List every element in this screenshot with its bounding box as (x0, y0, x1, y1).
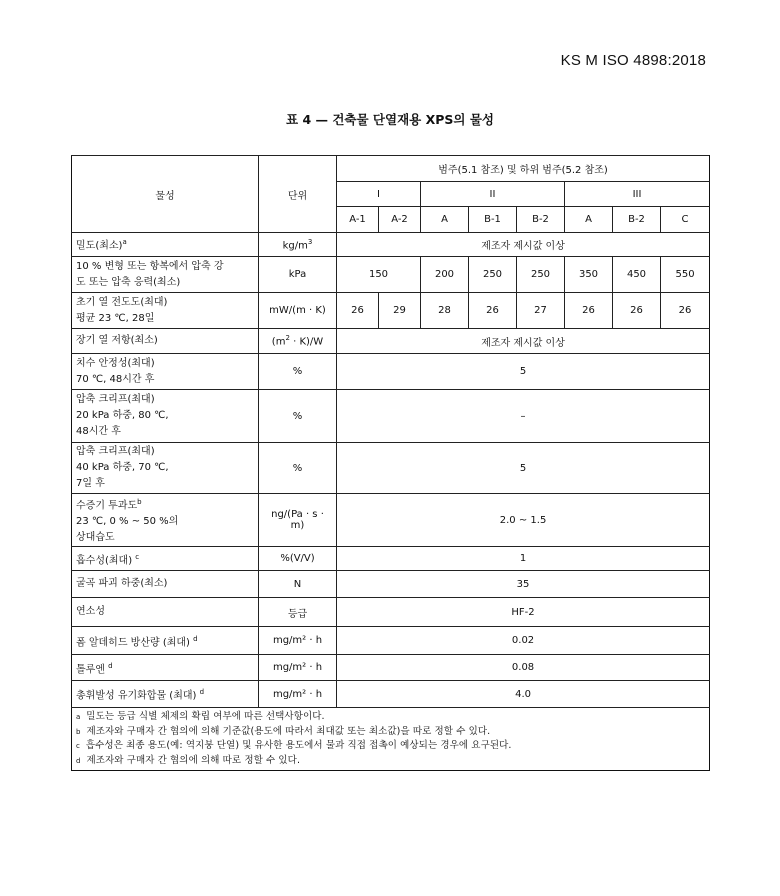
value-cell: 26 (613, 293, 661, 329)
footnotes (72, 708, 710, 771)
property-label: 수증기 투과도$^b$ 23 ℃, 0 % ~ 50 %의 상대습도 (72, 494, 259, 547)
value-cell: 29 (379, 293, 421, 329)
value-cell: 150 (337, 257, 421, 293)
property-header: 물성 (72, 156, 259, 233)
property-label: 초기 열 전도도(최대) 평균 23 ℃, 28일 (72, 293, 259, 329)
unit-cell: mg/m² · h (259, 655, 337, 681)
value-cell: HF-2 (337, 598, 710, 627)
value-cell: – (337, 390, 710, 443)
subcategory-header: A (421, 207, 469, 233)
value-cell: 200 (421, 257, 469, 293)
footnote: $^b$ 제조자와 구매자 간 협의에 의해 기준값(용도에 따라서 최대값 또는 최소값)을 따로 정할 수 있다. (76, 725, 491, 737)
value-cell: 250 (469, 257, 517, 293)
value-cell: 26 (565, 293, 613, 329)
property-label: 총휘발성 유기화합물 (최대) $^d$ (72, 681, 259, 708)
subcategory-header: B-2 (517, 207, 565, 233)
standard-code: KS M ISO 4898:2018 (560, 52, 706, 69)
value-cell: 5 (337, 443, 710, 494)
table-row (72, 598, 710, 627)
unit-cell: $(m^2 \cdot K)/W$ (259, 329, 337, 354)
unit-cell: N (259, 571, 337, 598)
unit-cell: ng/(Pa · s · m) (259, 494, 337, 547)
property-label: 10 % 변형 또는 항복에서 압축 강 도 또는 압축 응력(최소) (72, 257, 259, 293)
unit-cell: % (259, 443, 337, 494)
footnote: $^d$ 제조자와 구매자 간 협의에 의해 따로 정할 수 있다. (76, 754, 301, 766)
table-row (72, 627, 710, 655)
value-cell: 0.02 (337, 627, 710, 655)
properties-table (71, 155, 710, 771)
unit-cell: mg/m² · h (259, 627, 337, 655)
property-label: 연소성 (72, 598, 259, 627)
table-row (72, 233, 710, 257)
value-cell: 26 (469, 293, 517, 329)
value-cell: 27 (517, 293, 565, 329)
value-cell: 제조자 제시값 이상 (337, 329, 710, 354)
group-header-i: I (337, 182, 421, 207)
subcategory-header: A (565, 207, 613, 233)
value-cell: 250 (517, 257, 565, 293)
property-label: 굴곡 파괴 하중(최소) (72, 571, 259, 598)
table-row (72, 443, 710, 494)
table-row (72, 354, 710, 390)
value-cell: 제조자 제시값 이상 (337, 233, 710, 257)
value-cell: 1 (337, 547, 710, 571)
value-cell: 35 (337, 571, 710, 598)
value-cell: 0.08 (337, 655, 710, 681)
table-row (72, 547, 710, 571)
property-label: 톨루엔 $^d$ (72, 655, 259, 681)
property-label: 압축 크리프(최대) 20 kPa 하중, 80 ℃, 48시간 후 (72, 390, 259, 443)
unit-cell: 등급 (259, 598, 337, 627)
table-title: 표 4 — 건축물 단열재용 XPS의 물성 (286, 112, 494, 127)
value-cell: 4.0 (337, 681, 710, 708)
property-label: 장기 열 저항(최소) (72, 329, 259, 354)
unit-header: 단위 (259, 156, 337, 233)
value-cell: 26 (337, 293, 379, 329)
value-cell: 26 (661, 293, 710, 329)
unit-cell: %(V/V) (259, 547, 337, 571)
table-row (72, 494, 710, 547)
unit-cell: % (259, 390, 337, 443)
value-cell: 450 (613, 257, 661, 293)
table-row (72, 329, 710, 354)
table-row (72, 681, 710, 708)
subcategory-header: B-1 (469, 207, 517, 233)
footnote: $^a$ 밀도는 등급 식별 체제의 확립 여부에 따른 선택사항이다. (76, 711, 325, 723)
table-row (72, 257, 710, 293)
value-cell: 28 (421, 293, 469, 329)
property-label: 밀도(최소)$^a$ (72, 233, 259, 257)
footnotes-row (72, 708, 710, 771)
unit-cell: $kg/m^3$ (259, 233, 337, 257)
subcategory-header: C (661, 207, 710, 233)
value-cell: 2.0 ~ 1.5 (337, 494, 710, 547)
group-header-iii: III (565, 182, 710, 207)
category-header: 범주(5.1 참조) 및 하위 범주(5.2 참조) (337, 156, 710, 182)
footnote: $^c$ 흡수성은 최종 용도(예: 역지붕 단열) 및 유사한 용도에서 물과 직접 접촉이 예상되는 경우에 요구된다. (76, 740, 512, 752)
property-label: 치수 안정성(최대) 70 ℃, 48시간 후 (72, 354, 259, 390)
subcategory-header: B-2 (613, 207, 661, 233)
table-row (72, 293, 710, 329)
property-label: 폼 알데히드 방산량 (최대) $^d$ (72, 627, 259, 655)
unit-cell: kPa (259, 257, 337, 293)
property-label: 흡수성(최대) $^c$ (72, 547, 259, 571)
subcategory-header: A-2 (379, 207, 421, 233)
unit-cell: mW/(m · K) (259, 293, 337, 329)
unit-cell: mg/m² · h (259, 681, 337, 708)
unit-cell: % (259, 354, 337, 390)
subcategory-header: A-1 (337, 207, 379, 233)
value-cell: 5 (337, 354, 710, 390)
value-cell: 550 (661, 257, 710, 293)
table-row (72, 571, 710, 598)
table-row (72, 390, 710, 443)
table-row (72, 655, 710, 681)
value-cell: 350 (565, 257, 613, 293)
group-header-ii: II (421, 182, 565, 207)
property-label: 압축 크리프(최대) 40 kPa 하중, 70 ℃, 7일 후 (72, 443, 259, 494)
